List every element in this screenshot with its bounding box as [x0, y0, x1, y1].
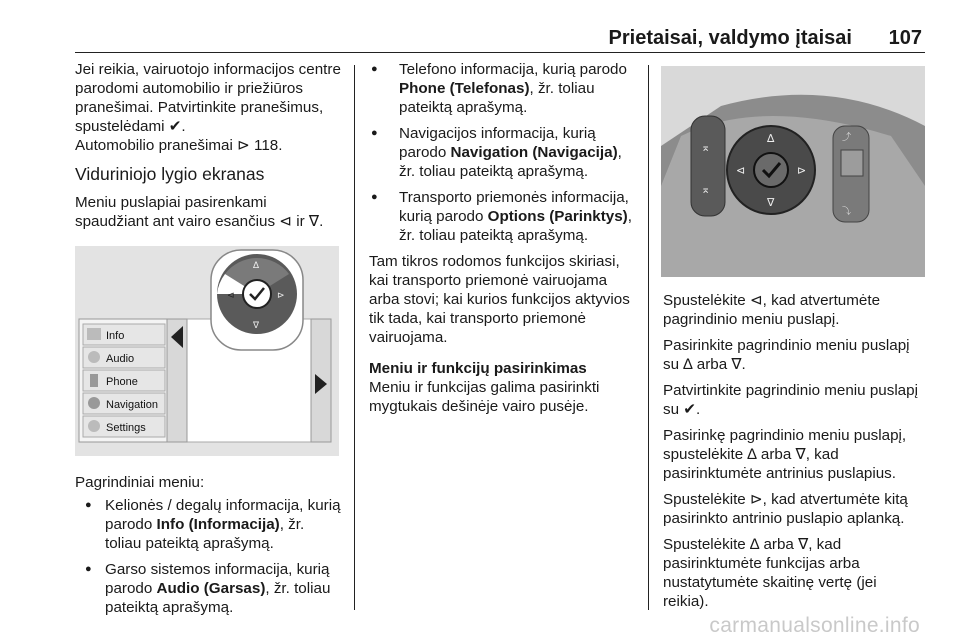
page-number: 107	[888, 27, 922, 49]
function-note-paragraph: Tam tikros rodomos funkcijos skiriasi, kai transporto priemonė vairuojama arba stovi; kai kurios funkcijos aktyvios tik tada, kai transporto priemonė vairuojama.	[369, 253, 630, 346]
forward-arrow-icon: ⊳	[277, 291, 285, 301]
phone-end-icon: ⤵	[842, 207, 852, 217]
settings-icon	[88, 420, 100, 432]
menu-item-settings: Settings	[106, 422, 146, 434]
column-1-lower	[75, 473, 343, 624]
column-3	[663, 291, 925, 618]
phone-icon	[90, 374, 98, 387]
menu-item-phone: Phone	[106, 376, 138, 388]
instruction-confirm-main: Patvirtinkite pagrindinio meniu puslapį su ✔.	[663, 382, 918, 418]
menu-selection-paragraph: Meniu puslapiai pasirenkami spaudžiant ant vairo esančius ⊲ ir ∇.	[75, 194, 324, 230]
back-arrow-icon: ⊲	[227, 291, 235, 301]
subsection-heading: Meniu ir funkcijų pasirinkimas	[369, 360, 587, 377]
column-2	[369, 60, 634, 423]
menu-item-audio: Audio	[106, 353, 135, 365]
main-menu-list-continued	[369, 60, 634, 245]
intro-paragraph: Jei reikia, vairuotojo informacijos centre parodomi automobilio ir priežiūros pranešimai. Patvirtinkite pranešimus, spustelėdami ✔.	[75, 61, 341, 135]
down-arrow-icon: ∇	[253, 321, 260, 331]
list-item: ● Kelionės / degalų informacija, kurią parodo Info (Informacija), žr. toliau pateiktą aprašymą.	[75, 496, 343, 553]
up-arrow-icon: ∆	[767, 132, 775, 145]
navigation-icon	[88, 397, 100, 409]
ok-button-icon	[243, 280, 271, 308]
down-arrow-icon: ∇	[767, 196, 775, 209]
cruise-up-icon: ⌅	[701, 141, 711, 154]
header-rule	[75, 52, 925, 53]
list-item: ● Transporto priemonės informacija, kurią parodo Options (Parinktys), žr. toliau pateiktą aprašymą.	[369, 188, 634, 245]
main-menu-list	[75, 496, 343, 617]
main-menu-label: Pagrindiniai meniu:	[75, 474, 205, 491]
watermark: carmanualsonline.info	[709, 614, 920, 637]
steering-wheel-figure	[661, 66, 925, 277]
instruction-open-folder: Spustelėkite ⊳, kad atvertumėte kitą pasirinkto antrinio puslapio aplanką.	[663, 491, 908, 527]
column-divider-2	[648, 65, 649, 610]
phone-answer-icon: ⤴	[842, 133, 852, 143]
column-divider-1	[354, 65, 355, 610]
back-arrow-icon: ⊲	[736, 164, 746, 177]
cruise-down-icon: ⌅	[701, 183, 711, 196]
menu-item-info: Info	[106, 330, 125, 342]
list-item: ● Telefono informacija, kurią parodo Phone (Telefonas), žr. toliau pateiktą aprašymą.	[369, 60, 634, 117]
steering-wheel-illustration	[661, 66, 925, 277]
info-icon	[87, 328, 101, 340]
instruction-select-sub: Pasirinkę pagrindinio meniu puslapį, spustelėkite ∆ arba ∇, kad pasirinktumėte antrinius puslapius.	[663, 427, 907, 482]
section-heading: Viduriniojo lygio ekranas	[75, 164, 265, 184]
list-item: ● Garso sistemos informacija, kurią parodo Audio (Garsas), žr. toliau pateiktą aprašymą.	[75, 560, 343, 617]
forward-arrow-icon: ⊳	[797, 164, 807, 177]
display-menu-figure	[75, 246, 339, 456]
display-menu-illustration	[75, 246, 339, 456]
audio-icon	[88, 351, 100, 363]
page-header-title: Prietaisai, valdymo įtaisai	[608, 27, 852, 49]
vehicle-messages-ref: Automobilio pranešimai ⊳ 118.	[75, 137, 283, 154]
menu-function-paragraph: Meniu ir funkcijas galima pasirinkti mygtukais dešinėje vairo pusėje.	[369, 379, 600, 415]
list-item: ● Navigacijos informacija, kurią parodo Navigation (Navigacija), žr. toliau pateiktą aprašymą.	[369, 124, 634, 181]
instruction-select-main: Pasirinkite pagrindinio meniu puslapį su ∆ arba ∇.	[663, 337, 910, 373]
menu-item-navigation: Navigation	[106, 399, 158, 411]
ok-button-icon	[754, 153, 788, 187]
up-arrow-icon: ∆	[253, 261, 260, 271]
instruction-open-main: Spustelėkite ⊲, kad atvertumėte pagrindinio meniu puslapį.	[663, 292, 881, 328]
instruction-select-function: Spustelėkite ∆ arba ∇, kad pasirinktumėte funkcijas arba nustatytumėte skaitinę vertę (jei reikia).	[663, 536, 877, 610]
column-1	[75, 60, 343, 238]
